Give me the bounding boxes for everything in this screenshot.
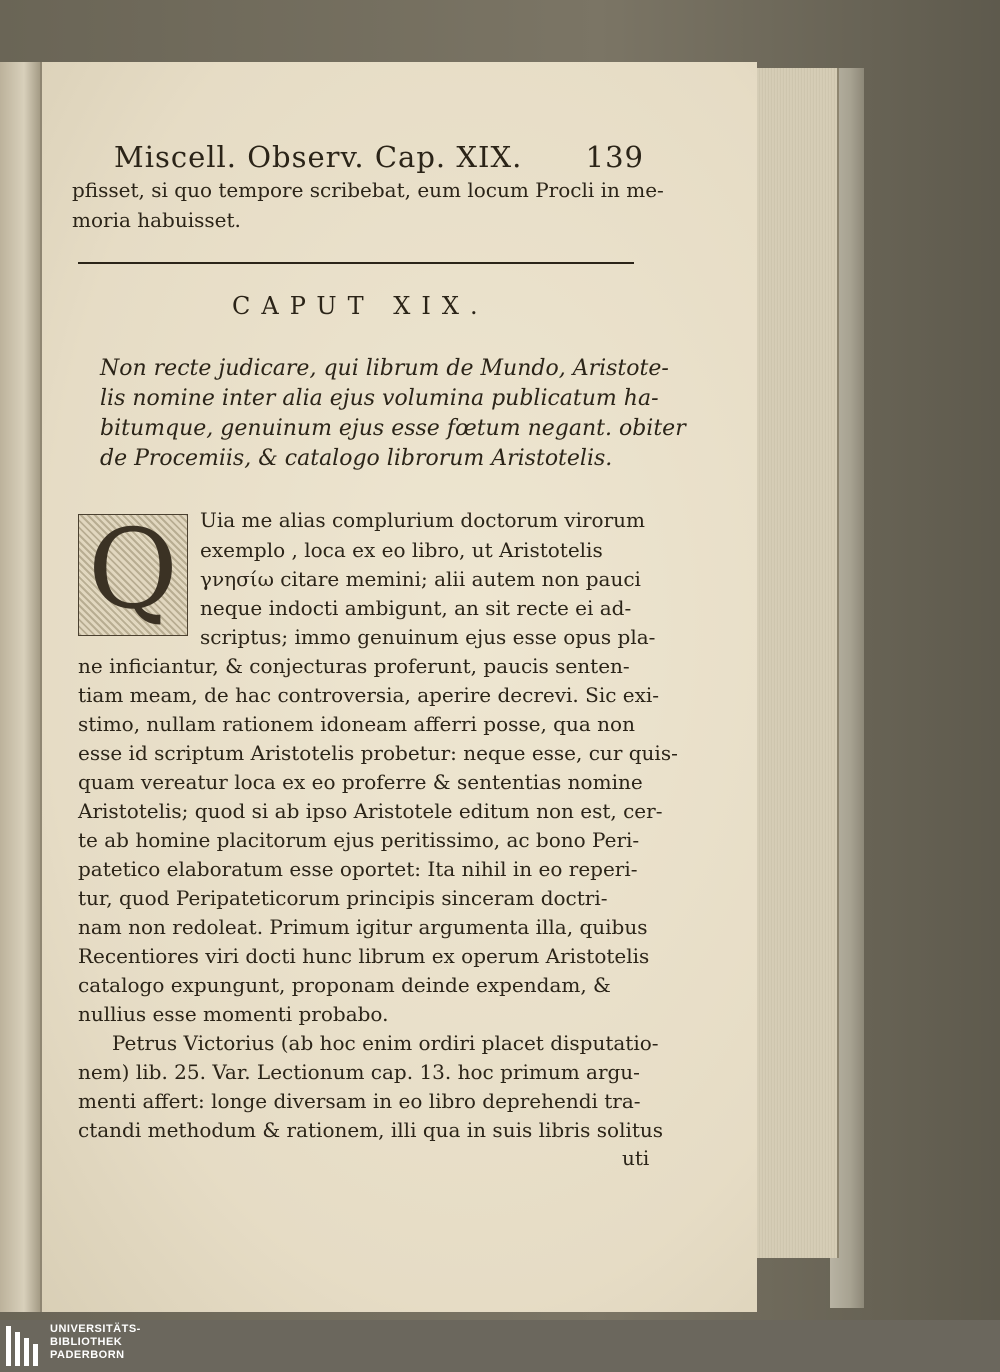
- page-number: 139: [585, 140, 644, 174]
- summary-line: lis nomine inter alia ejus volumina publicatum ha-: [100, 386, 659, 411]
- text-line: menti affert: longe diversam in eo libro deprehendi tra-: [78, 1089, 641, 1113]
- library-name-line: BIBLIOTHEK: [50, 1336, 123, 1348]
- text-line: catalogo expungunt, proponam deinde expendam, &: [78, 973, 611, 997]
- text-line: esse id scriptum Aristotelis probetur: neque esse, cur quis-: [78, 741, 678, 765]
- chapter-title: CAPUT XIX.: [232, 292, 489, 320]
- text-line: moria habuisset.: [72, 208, 241, 232]
- text-line: γνησίω citare memini; alii autem non pauci: [200, 567, 641, 591]
- text-line: pfisset, si quo tempore scribebat, eum locum Procli in me-: [72, 178, 664, 202]
- text-line: scriptus; immo genuinum ejus esse opus pla-: [200, 625, 656, 649]
- text-line: nem) lib. 25. Var. Lectionum cap. 13. hoc primum argu-: [78, 1060, 640, 1084]
- text-line: ne inficiantur, & conjecturas proferunt, paucis senten-: [78, 654, 630, 678]
- text-line: ctandi methodum & rationem, illi qua in suis libris solitus: [78, 1118, 664, 1142]
- text-line: neque indocti ambigunt, an sit recte ei ad-: [200, 596, 632, 620]
- running-title: Miscell. Observ. Cap. XIX.: [114, 140, 523, 174]
- text-line: nam non redoleat. Primum igitur argumenta illa, quibus: [78, 915, 648, 939]
- text-line: Uia me alias complurium doctorum virorum: [200, 508, 645, 532]
- text-line: tur, quod Peripateticorum principis sinceram doctri-: [78, 886, 608, 910]
- text-line: tiam meam, de hac controversia, aperire decrevi. Sic exi-: [78, 683, 660, 707]
- text-line: te ab homine placitorum ejus peritissimo, ac bono Peri-: [78, 828, 640, 852]
- running-header: [114, 140, 644, 174]
- text-line: Petrus Victorius (ab hoc enim ordiri placet disputatio-: [112, 1031, 659, 1055]
- summary-line: Non recte judicare, qui librum de Mundo, Aristote-: [100, 356, 669, 381]
- drop-cap-letter: Q: [87, 505, 179, 633]
- text-line: stimo, nullam rationem idoneam afferri posse, qua non: [78, 712, 635, 736]
- summary-line: bitumque, genuinum ejus esse fœtum negant. obiter: [100, 416, 686, 441]
- library-name: [50, 1323, 141, 1362]
- catchword: uti: [622, 1146, 650, 1170]
- ornamental-initial: [78, 505, 188, 636]
- library-logo-icon: [6, 1326, 40, 1366]
- summary-line: de Procemiis, & catalogo librorum Aristotelis.: [100, 446, 613, 471]
- text-line: quam vereatur loca ex eo proferre & sententias nomine: [78, 770, 643, 794]
- section-rule: [78, 262, 634, 264]
- text-line: Recentiores viri docti hunc librum ex operum Aristotelis: [78, 944, 650, 968]
- library-name-line: PADERBORN: [50, 1349, 125, 1361]
- text-line: Aristotelis; quod si ab ipso Aristotele editum non est, cer-: [78, 799, 663, 823]
- library-name-line: UNIVERSITÄTS-: [50, 1323, 141, 1335]
- text-line: nullius esse momenti probabo.: [78, 1002, 389, 1026]
- footer-bar: [0, 1320, 1000, 1372]
- text-line: patetico elaboratum esse oportet: Ita nihil in eo reperi-: [78, 857, 638, 881]
- text-line: exemplo , loca ex eo libro, ut Aristotelis: [200, 538, 603, 562]
- left-page-edge: [0, 62, 40, 1312]
